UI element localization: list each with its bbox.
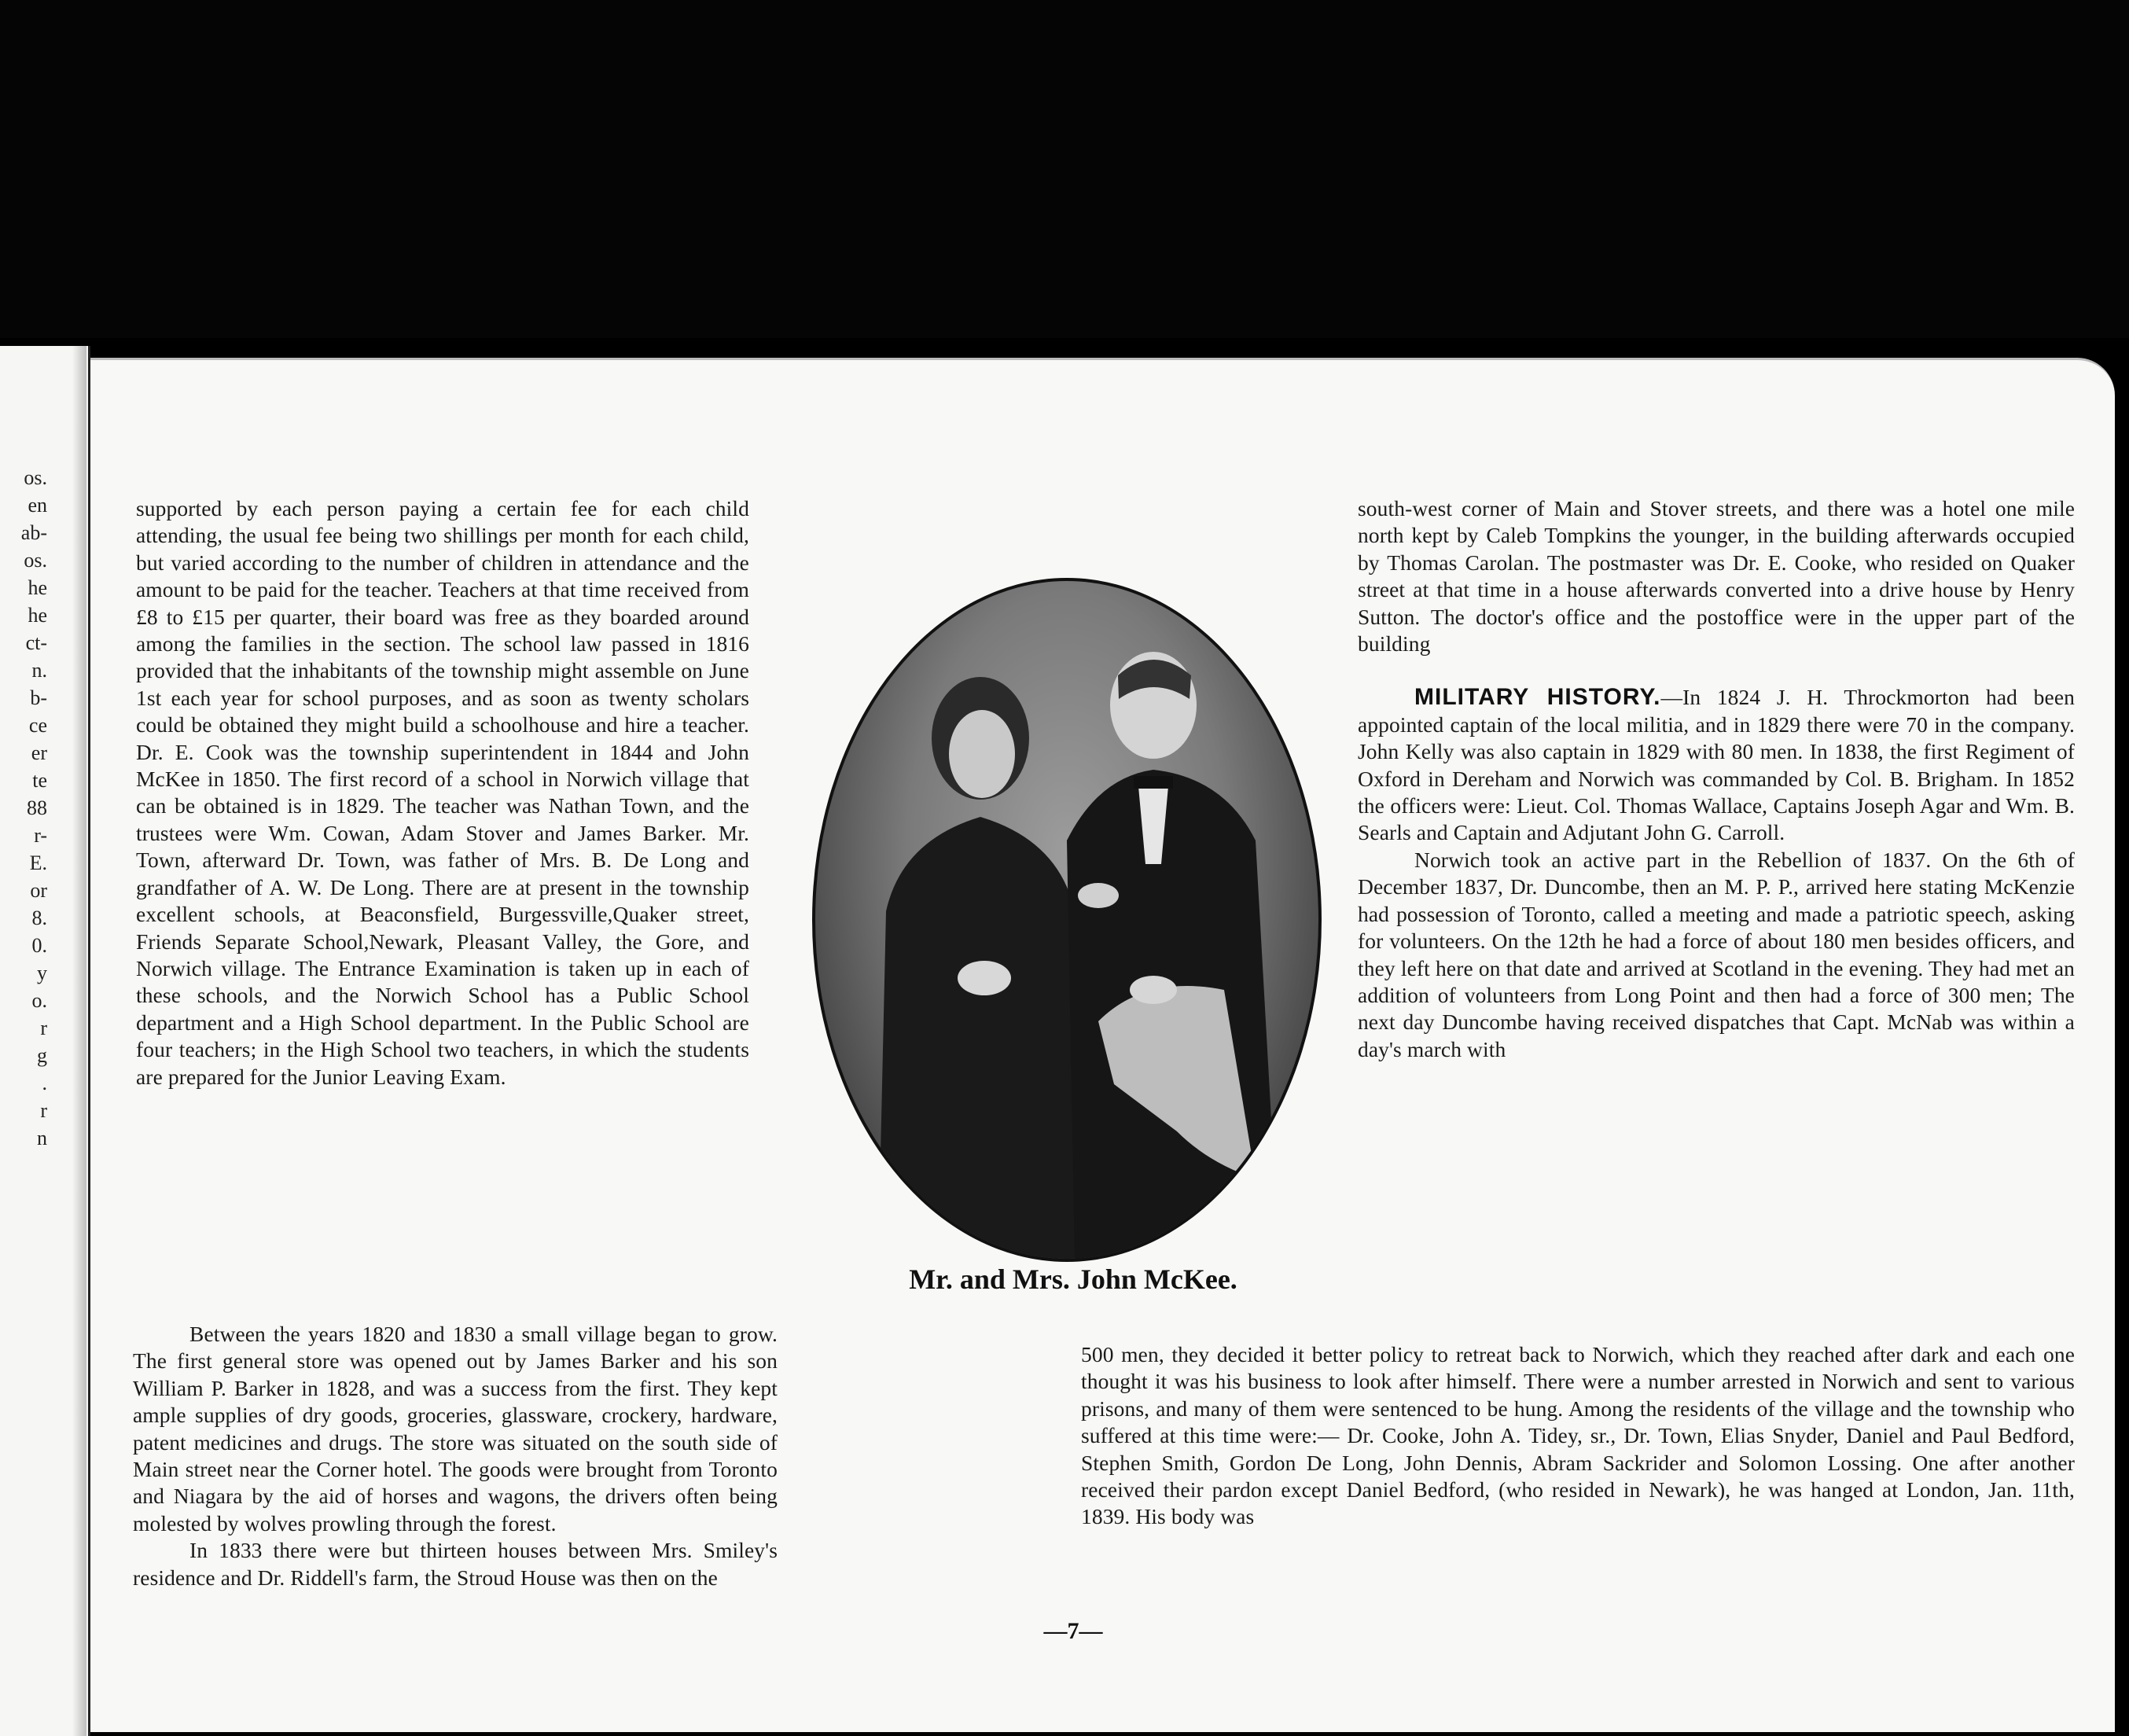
retreat-paragraph: 500 men, they decided it better policy to retreat back to Norwich, which they reached after dark and each one thought it was his business to look after himself. There were a number arrested in Norwich and sent to various prisons, and many of them were sentenced to be hung. Among the residents of the village and the township who suffered at this time were:— Dr. Cooke, John A. Tidey, sr., Dr. Town, Elias Snyder, Daniel and Paul Bedford, Stephen Smith, Gordon De Long, John Dennis, Abram Sackrider and Solomon Lossing. One after another received their pardon except Daniel Bedford, (who resided in Newark), he was hanged at London, Jan. 11th, 1839. His body was — [1081, 1342, 2075, 1529]
scan-background — [0, 0, 2129, 338]
margin-fragment: os. — [24, 466, 47, 489]
margin-fragment: r — [40, 1099, 47, 1122]
margin-fragment: n. — [31, 659, 47, 682]
margin-fragment: ct- — [25, 631, 47, 654]
margin-fragment: ab- — [20, 521, 47, 544]
military-history-heading: MILITARY HISTORY. — [1414, 684, 1661, 711]
bottom-right-column — [1081, 1341, 2075, 1531]
margin-fragment: 8. — [31, 907, 47, 929]
village-paragraph: Between the years 1820 and 1830 a small village began to grow. The first general store was opened out by James Barker and his son William P. Barker in 1828, and was a success from the first. They kept ample supplies of dry goods, groceries, glassware, crockery, hardware, patent medicines and drugs. The store was situated on the south side of Main street near the Corner hotel. The goods were brought from Toronto and Niagara by the aid of horses and wagons, the drivers often being molested by wolves prowling through the forest. — [133, 1322, 778, 1536]
margin-fragment: . — [42, 1072, 47, 1094]
portrait-illustration — [815, 581, 1318, 1259]
page-number: —7— — [1043, 1618, 1103, 1644]
margin-fragment: g — [37, 1044, 47, 1067]
portrait-photo — [812, 578, 1322, 1262]
margin-fragment: he — [28, 604, 47, 627]
facing-page-edge — [0, 346, 90, 1736]
margin-fragment: 0. — [31, 934, 47, 957]
margin-fragment: he — [28, 576, 47, 599]
margin-fragment: b- — [30, 686, 47, 709]
margin-fragment: ce — [28, 714, 47, 737]
book-page — [90, 358, 2115, 1732]
rebellion-paragraph: Norwich took an active part in the Rebellion of 1837. On the 6th of December 1837, Dr. Duncombe, then an M. P. P., arrived here stating McKenzie had possession of Toronto, called a meeting and made a patriotic speech, asking for volunteers. On the 12th he had a force of about 180 men besides officers, and they left here on that date and arrived at Scotland in the evening. They had met an addition of volunteers from Long Point and then had a force of 300 men; The next day Duncombe having received dispatches that Capt. McNab was within a day's march with — [1358, 847, 2075, 1061]
margin-fragment: 88 — [27, 796, 47, 819]
military-paragraph — [1358, 684, 2075, 846]
left-column — [136, 495, 749, 1091]
margin-fragment: en — [28, 494, 47, 517]
photo-caption: Mr. and Mrs. John McKee. — [909, 1263, 1237, 1295]
bottom-left-column — [133, 1321, 778, 1591]
page-gutter-shadow — [72, 346, 86, 1736]
margin-fragment: o. — [31, 989, 47, 1012]
margin-fragment: r — [40, 1017, 47, 1039]
margin-fragment: te — [32, 769, 47, 792]
military-text: —In 1824 J. H. Throckmorton had been appointed captain of the local militia, and in 1829 there were 70 in the company. John Kelly was also captain in 1829 with 80 men. In 1838, the first Regiment of Oxford in Dereham and Norwich was commanded by Col. B. Brigham. In 1852 the officers were: Lieut. Col. Thomas Wallace, Captains Joseph Agar and Wm. B. Searls and Captain and Adjutant John G. Carroll. — [1358, 685, 2075, 845]
margin-fragment: E. — [29, 851, 47, 874]
margin-fragment: os. — [24, 549, 47, 572]
right-column — [1358, 495, 2075, 1063]
margin-fragment: r- — [34, 824, 47, 847]
margin-fragment: or — [30, 879, 47, 902]
postoffice-paragraph: south-west corner of Main and Stover streets, and there was a hotel one mile north kept by Caleb Tompkins the younger, in the building afterwards occupied by Thomas Carolan. The postmaster was Dr. E. Cooke, who resided on Quaker street at that time in a house afterwards converted into a drive house by Henry Sutton. The doctor's office and the postoffice were in the upper part of the building — [1358, 496, 2075, 657]
margin-fragment: n — [37, 1127, 47, 1149]
schools-paragraph: supported by each person paying a certain fee for each child attending, the usual fee being two shillings per month for each child, but varied according to the number of children in attendance and the amount to be paid for the teacher. Teachers at that time received from £8 to £15 per quarter, their board was free as they boarded around among the families in the section. The school law passed in 1816 provided that the inhabitants of the township might assemble on June 1st each year for school purposes, and as soon as twenty scholars could be obtained they might build a schoolhouse and hire a teacher. Dr. E. Cook was the township superintendent in 1844 and John McKee in 1850. The first record of a school in Norwich village that can be obtained is in 1829. The teacher was Nathan Town, and the trustees were Wm. Cowan, Adam Stover and James Barker. Mr. Town, afterward Dr. Town, was father of Mrs. B. De Long and grandfather of A. W. De Long. There are at present in the township excellent schools, at Beaconsfield, Burgessville,Quaker street, Friends Separate School,Newark, Pleasant Valley, the Gore, and Norwich village. The Entrance Examination is taken up in each of these schools, and the Norwich School has a Public School department and a High School department. In the Public School are four teachers; in the High School two teachers, in which the students are prepared for the Junior Leaving Exam. — [136, 496, 749, 1089]
margin-fragment: er — [31, 741, 47, 764]
houses-paragraph: In 1833 there were but thirteen houses between Mrs. Smiley's residence and Dr. Riddell's farm, the Stroud House was then on the — [133, 1538, 778, 1590]
margin-fragment: y — [37, 962, 47, 984]
